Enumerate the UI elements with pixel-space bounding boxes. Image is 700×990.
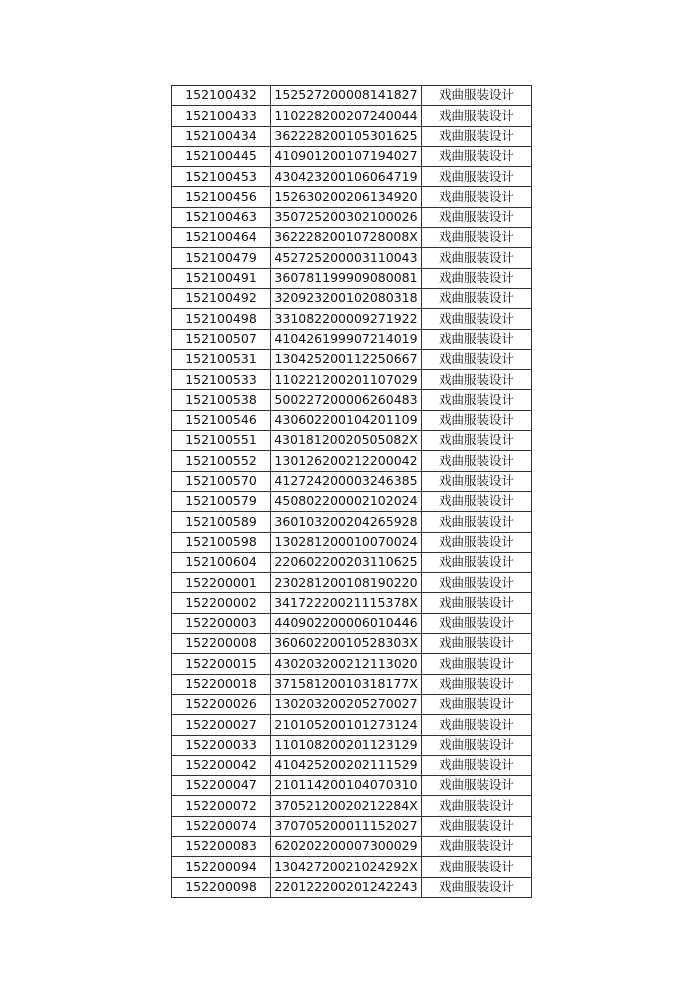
major-cell: 戏曲服装设计	[422, 288, 532, 308]
major-cell: 戏曲服装设计	[422, 816, 532, 836]
table-row	[172, 370, 532, 390]
id-number-cell: 410901200107194027	[271, 146, 422, 166]
major-cell: 戏曲服装设计	[422, 146, 532, 166]
major-cell: 戏曲服装设计	[422, 86, 532, 106]
major-cell: 戏曲服装设计	[422, 674, 532, 694]
exam-number-cell: 152200018	[172, 674, 271, 694]
major-cell: 戏曲服装设计	[422, 349, 532, 369]
major-cell: 戏曲服装设计	[422, 735, 532, 755]
exam-number-cell: 152100463	[172, 207, 271, 227]
major-cell: 戏曲服装设计	[422, 593, 532, 613]
id-number-cell: 430423200106064719	[271, 167, 422, 187]
id-number-cell: 370705200011152027	[271, 816, 422, 836]
id-number-cell: 210105200101273124	[271, 715, 422, 735]
table-row	[172, 593, 532, 613]
id-number-cell: 130126200212200042	[271, 451, 422, 471]
exam-number-cell: 152200033	[172, 735, 271, 755]
id-number-cell: 500227200006260483	[271, 390, 422, 410]
id-number-cell: 230281200108190220	[271, 573, 422, 593]
table-row	[172, 431, 532, 451]
id-number-cell: 430602200104201109	[271, 410, 422, 430]
exam-number-cell: 152100531	[172, 349, 271, 369]
table-row	[172, 877, 532, 897]
id-number-cell: 152527200008141827	[271, 86, 422, 106]
table-row	[172, 207, 532, 227]
exam-number-cell: 152100533	[172, 370, 271, 390]
table-row	[172, 715, 532, 735]
exam-number-cell: 152200001	[172, 573, 271, 593]
major-cell: 戏曲服装设计	[422, 370, 532, 390]
major-cell: 戏曲服装设计	[422, 329, 532, 349]
major-cell: 戏曲服装设计	[422, 857, 532, 877]
table-row	[172, 694, 532, 714]
id-number-cell: 34172220021115378X	[271, 593, 422, 613]
exam-number-cell: 152200008	[172, 634, 271, 654]
major-cell: 戏曲服装设计	[422, 654, 532, 674]
major-cell: 戏曲服装设计	[422, 573, 532, 593]
major-cell: 戏曲服装设计	[422, 248, 532, 268]
table-row	[172, 796, 532, 816]
major-cell: 戏曲服装设计	[422, 390, 532, 410]
id-number-cell: 130281200010070024	[271, 532, 422, 552]
table-row	[172, 674, 532, 694]
table-row	[172, 228, 532, 248]
id-number-cell: 450802200002102024	[271, 491, 422, 511]
table-row	[172, 248, 532, 268]
major-cell: 戏曲服装设计	[422, 431, 532, 451]
major-cell: 戏曲服装设计	[422, 532, 532, 552]
id-number-cell: 620202200007300029	[271, 836, 422, 856]
major-cell: 戏曲服装设计	[422, 207, 532, 227]
exam-number-cell: 152200074	[172, 816, 271, 836]
major-cell: 戏曲服装设计	[422, 694, 532, 714]
id-number-cell: 36222820010728008X	[271, 228, 422, 248]
table-row	[172, 187, 532, 207]
table-row	[172, 735, 532, 755]
major-cell: 戏曲服装设计	[422, 755, 532, 775]
id-number-cell: 452725200003110043	[271, 248, 422, 268]
exam-number-cell: 152100589	[172, 512, 271, 532]
records-table	[171, 85, 532, 898]
id-number-cell: 130425200112250667	[271, 349, 422, 369]
table-row	[172, 86, 532, 106]
table-row	[172, 167, 532, 187]
id-number-cell: 36060220010528303X	[271, 634, 422, 654]
exam-number-cell: 152100551	[172, 431, 271, 451]
table-row	[172, 146, 532, 166]
id-number-cell: 440902200006010446	[271, 613, 422, 633]
exam-number-cell: 152100604	[172, 552, 271, 572]
exam-number-cell: 152100432	[172, 86, 271, 106]
exam-number-cell: 152100464	[172, 228, 271, 248]
table-row	[172, 613, 532, 633]
id-number-cell: 430203200212113020	[271, 654, 422, 674]
major-cell: 戏曲服装设计	[422, 796, 532, 816]
exam-number-cell: 152200027	[172, 715, 271, 735]
exam-number-cell: 152100445	[172, 146, 271, 166]
table-row	[172, 634, 532, 654]
major-cell: 戏曲服装设计	[422, 106, 532, 126]
exam-number-cell: 152100433	[172, 106, 271, 126]
exam-number-cell: 152200042	[172, 755, 271, 775]
id-number-cell: 320923200102080318	[271, 288, 422, 308]
id-number-cell: 37158120010318177X	[271, 674, 422, 694]
exam-number-cell: 152200047	[172, 776, 271, 796]
exam-number-cell: 152200083	[172, 836, 271, 856]
table-row	[172, 309, 532, 329]
major-cell: 戏曲服装设计	[422, 512, 532, 532]
id-number-cell: 360103200204265928	[271, 512, 422, 532]
table-row	[172, 532, 532, 552]
table-row	[172, 836, 532, 856]
exam-number-cell: 152200015	[172, 654, 271, 674]
exam-number-cell: 152100434	[172, 126, 271, 146]
table-row	[172, 349, 532, 369]
major-cell: 戏曲服装设计	[422, 715, 532, 735]
exam-number-cell: 152200002	[172, 593, 271, 613]
id-number-cell: 360781199909080081	[271, 268, 422, 288]
id-number-cell: 210114200104070310	[271, 776, 422, 796]
id-number-cell: 410426199907214019	[271, 329, 422, 349]
table-row	[172, 816, 532, 836]
exam-number-cell: 152200026	[172, 694, 271, 714]
exam-number-cell: 152100598	[172, 532, 271, 552]
major-cell: 戏曲服装设计	[422, 471, 532, 491]
table-row	[172, 857, 532, 877]
table-row	[172, 552, 532, 572]
exam-number-cell: 152100507	[172, 329, 271, 349]
table-row	[172, 491, 532, 511]
exam-number-cell: 152100538	[172, 390, 271, 410]
exam-number-cell: 152200003	[172, 613, 271, 633]
major-cell: 戏曲服装设计	[422, 187, 532, 207]
id-number-cell: 220602200203110625	[271, 552, 422, 572]
id-number-cell: 350725200302100026	[271, 207, 422, 227]
id-number-cell: 110221200201107029	[271, 370, 422, 390]
major-cell: 戏曲服装设计	[422, 309, 532, 329]
table-row	[172, 126, 532, 146]
exam-number-cell: 152200072	[172, 796, 271, 816]
id-number-cell: 412724200003246385	[271, 471, 422, 491]
major-cell: 戏曲服装设计	[422, 451, 532, 471]
table-row	[172, 471, 532, 491]
table-row	[172, 573, 532, 593]
id-number-cell: 37052120020212284X	[271, 796, 422, 816]
table-row	[172, 654, 532, 674]
exam-number-cell: 152100570	[172, 471, 271, 491]
table-row	[172, 106, 532, 126]
table-row	[172, 288, 532, 308]
major-cell: 戏曲服装设计	[422, 836, 532, 856]
id-number-cell: 13042720021024292X	[271, 857, 422, 877]
major-cell: 戏曲服装设计	[422, 634, 532, 654]
id-number-cell: 152630200206134920	[271, 187, 422, 207]
table-row	[172, 776, 532, 796]
exam-number-cell: 152100498	[172, 309, 271, 329]
table-row	[172, 512, 532, 532]
id-number-cell: 410425200202111529	[271, 755, 422, 775]
id-number-cell: 220122200201242243	[271, 877, 422, 897]
major-cell: 戏曲服装设计	[422, 776, 532, 796]
major-cell: 戏曲服装设计	[422, 268, 532, 288]
exam-number-cell: 152100491	[172, 268, 271, 288]
major-cell: 戏曲服装设计	[422, 410, 532, 430]
major-cell: 戏曲服装设计	[422, 167, 532, 187]
major-cell: 戏曲服装设计	[422, 877, 532, 897]
table-row	[172, 755, 532, 775]
table-row	[172, 390, 532, 410]
exam-number-cell: 152100546	[172, 410, 271, 430]
exam-number-cell: 152200098	[172, 877, 271, 897]
exam-number-cell: 152100479	[172, 248, 271, 268]
exam-number-cell: 152100453	[172, 167, 271, 187]
id-number-cell: 130203200205270027	[271, 694, 422, 714]
exam-number-cell: 152100492	[172, 288, 271, 308]
major-cell: 戏曲服装设计	[422, 126, 532, 146]
table-row	[172, 268, 532, 288]
table-row	[172, 329, 532, 349]
exam-number-cell: 152100579	[172, 491, 271, 511]
major-cell: 戏曲服装设计	[422, 491, 532, 511]
id-number-cell: 110228200207240044	[271, 106, 422, 126]
major-cell: 戏曲服装设计	[422, 228, 532, 248]
records-body	[172, 86, 532, 898]
id-number-cell: 110108200201123129	[271, 735, 422, 755]
major-cell: 戏曲服装设计	[422, 613, 532, 633]
id-number-cell: 362228200105301625	[271, 126, 422, 146]
id-number-cell: 331082200009271922	[271, 309, 422, 329]
exam-number-cell: 152200094	[172, 857, 271, 877]
major-cell: 戏曲服装设计	[422, 552, 532, 572]
id-number-cell: 43018120020505082X	[271, 431, 422, 451]
table-row	[172, 451, 532, 471]
table-row	[172, 410, 532, 430]
exam-number-cell: 152100552	[172, 451, 271, 471]
exam-number-cell: 152100456	[172, 187, 271, 207]
